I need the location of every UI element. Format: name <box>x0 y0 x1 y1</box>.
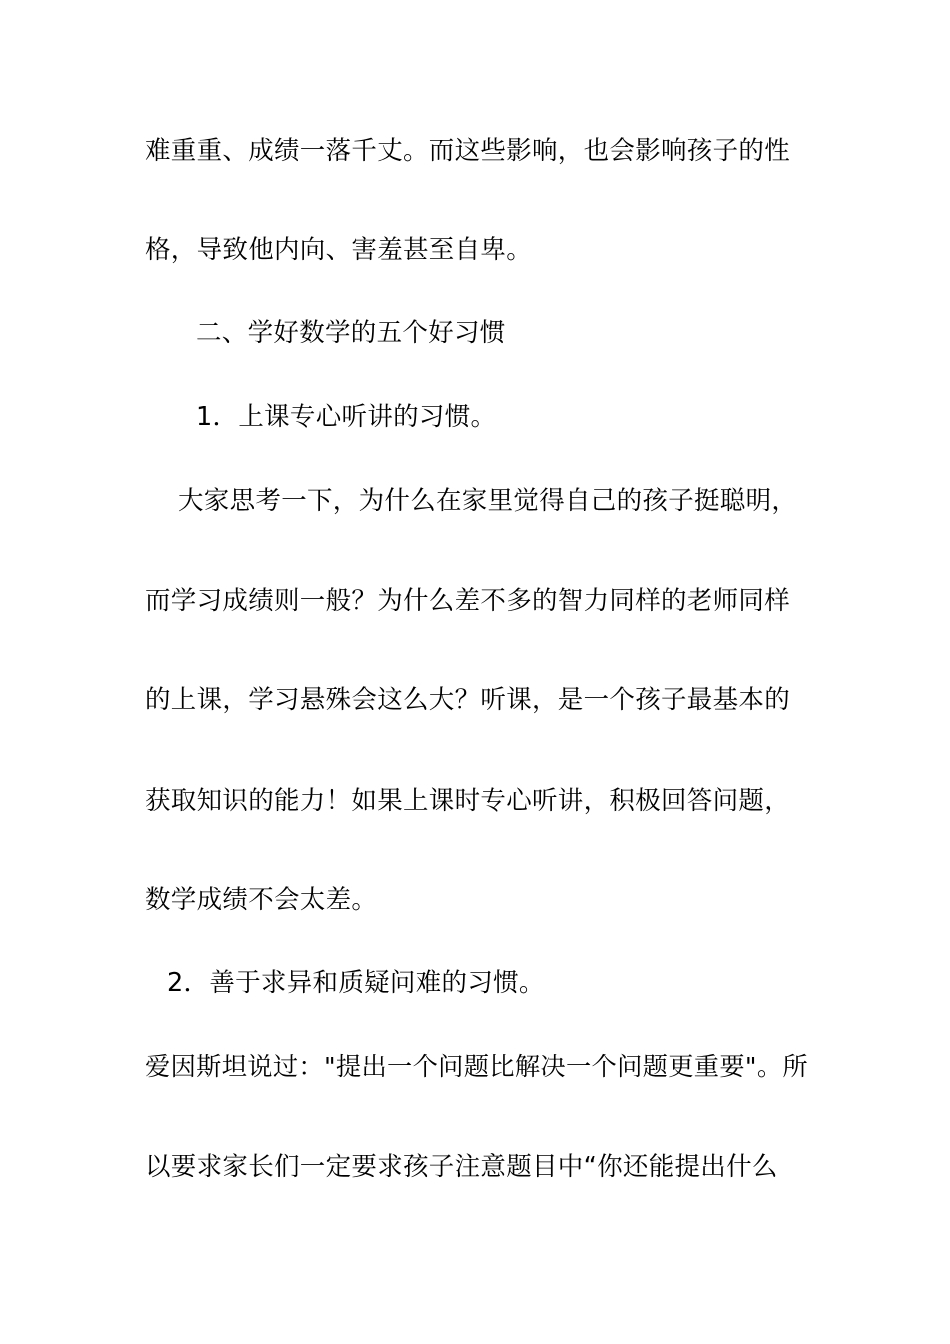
section-heading: 二、学好数学的五个好习惯 <box>196 318 506 348</box>
subsection-heading: 2．善于求异和质疑问难的习惯。 <box>167 968 545 998</box>
paragraph-line: 数学成绩不会太差。 <box>145 885 378 915</box>
paragraph-line: 的上课，学习悬殊会这么大？听课，是一个孩子最基本的 <box>145 685 791 715</box>
paragraph-line: 大家思考一下，为什么在家里觉得自己的孩子挺聪明， <box>178 486 798 516</box>
paragraph-line: 格，导致他内向、害羞甚至自卑。 <box>145 235 533 265</box>
paragraph-line: 而学习成绩则一般？为什么差不多的智力同样的老师同样 <box>145 586 791 616</box>
paragraph-line: 以要求家长们一定要求孩子注意题目中“你还能提出什么 <box>145 1152 778 1182</box>
paragraph-line: 获取知识的能力！如果上课时专心听讲，积极回答问题， <box>145 786 791 816</box>
paragraph-line: 爱因斯坦说过："提出一个问题比解决一个问题更重要"。所 <box>145 1052 808 1081</box>
paragraph-line: 难重重、成绩一落千丈。而这些影响，也会影响孩子的性 <box>145 136 791 166</box>
subsection-heading: 1．上课专心听讲的习惯。 <box>196 402 497 432</box>
